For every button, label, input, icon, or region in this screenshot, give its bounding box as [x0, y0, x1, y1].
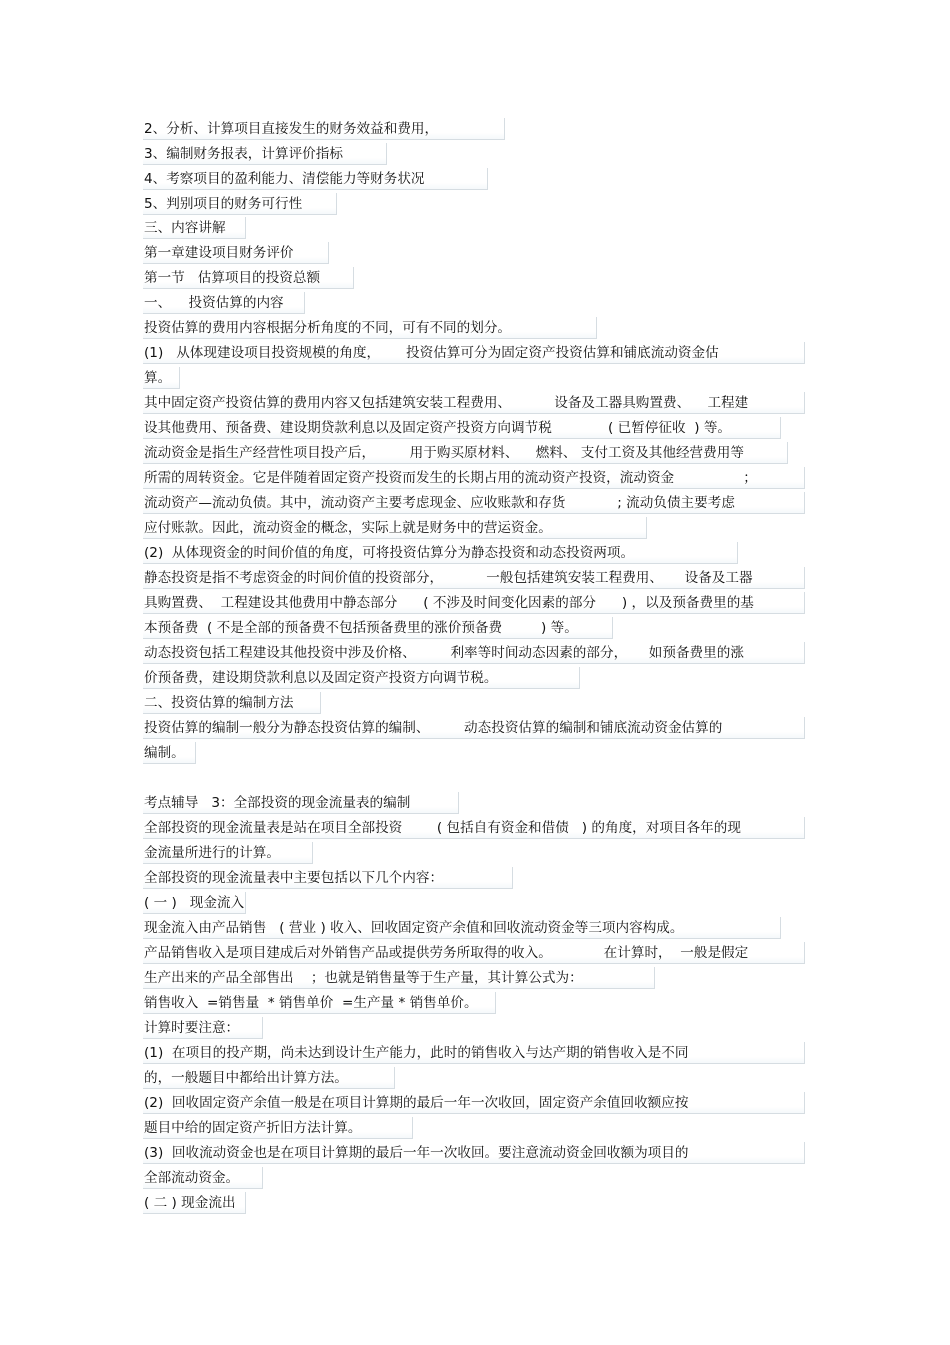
text-line: (1) 在项目的投产期，尚未达到设计生产能力，此时的销售收入与达产期的销售收入是不同: [143, 1042, 805, 1064]
text-line: 考点辅导 3：全部投资的现金流量表的编制: [143, 792, 459, 814]
text-line: 应付账款。因此，流动资金的概念，实际上就是财务中的营运资金。: [143, 517, 647, 539]
text-line: 二、投资估算的编制方法: [143, 692, 321, 714]
text-line: 动态投资包括工程建设其他投资中涉及价格、 利率等时间动态因素的部分， 如预备费里的涨: [143, 642, 805, 664]
text-line: 编制。: [143, 742, 196, 764]
text-line: 本预备费 ( 不是全部的预备费不包括预备费里的涨价预备费 ) 等。: [143, 617, 613, 639]
text-line: 设其他费用、预备费、建设期贷款利息以及固定资产投资方向调节税 ( 已暂停征收 ) 等。: [143, 417, 781, 439]
text-line: (3) 回收流动资金也是在项目计算期的最后一年一次收回。要注意流动资金回收额为项目的: [143, 1142, 805, 1164]
text-line: 流动资金是指生产经营性项目投产后， 用于购买原材料、 燃料、 支付工资及其他经营费用等: [143, 442, 788, 464]
text-line: 一、 投资估算的内容: [143, 292, 305, 314]
text-line: 其中固定资产投资估算的费用内容又包括建筑安装工程费用、 设备及工器具购置费、 工程建: [143, 392, 805, 414]
text-line: 三、内容讲解: [143, 217, 246, 239]
text-line: 5、判别项目的财务可行性: [143, 193, 337, 215]
text-line: (2) 回收固定资产余值一般是在项目计算期的最后一年一次收回，固定资产余值回收额应按: [143, 1092, 805, 1114]
text-line: 第一节 估算项目的投资总额: [143, 267, 354, 289]
text-line: 题目中给的固定资产折旧方法计算。: [143, 1117, 413, 1139]
text-line: 3、编制财务报表，计算评价指标: [143, 143, 387, 165]
text-line: 流动资产—流动负债。其中，流动资产主要考虑现金、应收账款和存货 ; 流动负债主要考虑: [143, 492, 805, 514]
text-line: 销售收入 =销售量 * 销售单价 =生产量 * 销售单价。: [143, 992, 496, 1014]
text-line: 具购置费、 工程建设其他费用中静态部分 ( 不涉及时间变化因素的部分 ) ，以及预备费里的基: [143, 592, 805, 614]
text-line: 第一章建设项目财务评价: [143, 242, 329, 264]
text-line: 2、分析、计算项目直接发生的财务效益和费用，: [143, 118, 505, 140]
text-line: (1) 从体现建设项目投资规模的角度， 投资估算可分为固定资产投资估算和铺底流动资金估: [143, 342, 805, 364]
text-line: 全部投资的现金流量表中主要包括以下几个内容：: [143, 867, 513, 889]
text-line: 4、考察项目的盈利能力、清偿能力等财务状况: [143, 168, 488, 190]
text-line: 现金流入由产品销售 ( 营业 ) 收入、回收固定资产余值和回收流动资金等三项内容构成。: [143, 917, 781, 939]
text-line: 计算时要注意：: [143, 1017, 263, 1039]
text-line: (2) 从体现资金的时间价值的角度，可将投资估算分为静态投资和动态投资两项。: [143, 542, 738, 564]
text-line: 生产出来的产品全部售出 ；也就是销售量等于生产量，其计算公式为：: [143, 967, 655, 989]
text-line: ( 二 ) 现金流出: [143, 1192, 246, 1214]
text-line: 投资估算的费用内容根据分析角度的不同，可有不同的划分。: [143, 317, 597, 339]
text-line: 金流量所进行的计算。: [143, 842, 313, 864]
text-line: 的，一般题目中都给出计算方法。: [143, 1067, 395, 1089]
text-line: 全部流动资金。: [143, 1167, 263, 1189]
text-line: 全部投资的现金流量表是站在项目全部投资 ( 包括自有资金和借债 ) 的角度，对项目各年的现: [143, 817, 805, 839]
text-line: 产品销售收入是项目建成后对外销售产品或提供劳务所取得的收入。 在计算时， 一般是假定: [143, 942, 805, 964]
text-line: 所需的周转资金。它是伴随着固定资产投资而发生的长期占用的流动资产投资，流动资金 ；: [143, 467, 805, 489]
text-line: ( 一 ) 现金流入: [143, 892, 246, 914]
text-line: 静态投资是指不考虑资金的时间价值的投资部分， 一般包括建筑安装工程费用、 设备及工器: [143, 567, 805, 589]
text-line: 价预备费，建设期贷款利息以及固定资产投资方向调节税。: [143, 667, 580, 689]
text-line: 算。: [143, 367, 180, 389]
text-line: 投资估算的编制一般分为静态投资估算的编制、 动态投资估算的编制和铺底流动资金估算的: [143, 717, 805, 739]
